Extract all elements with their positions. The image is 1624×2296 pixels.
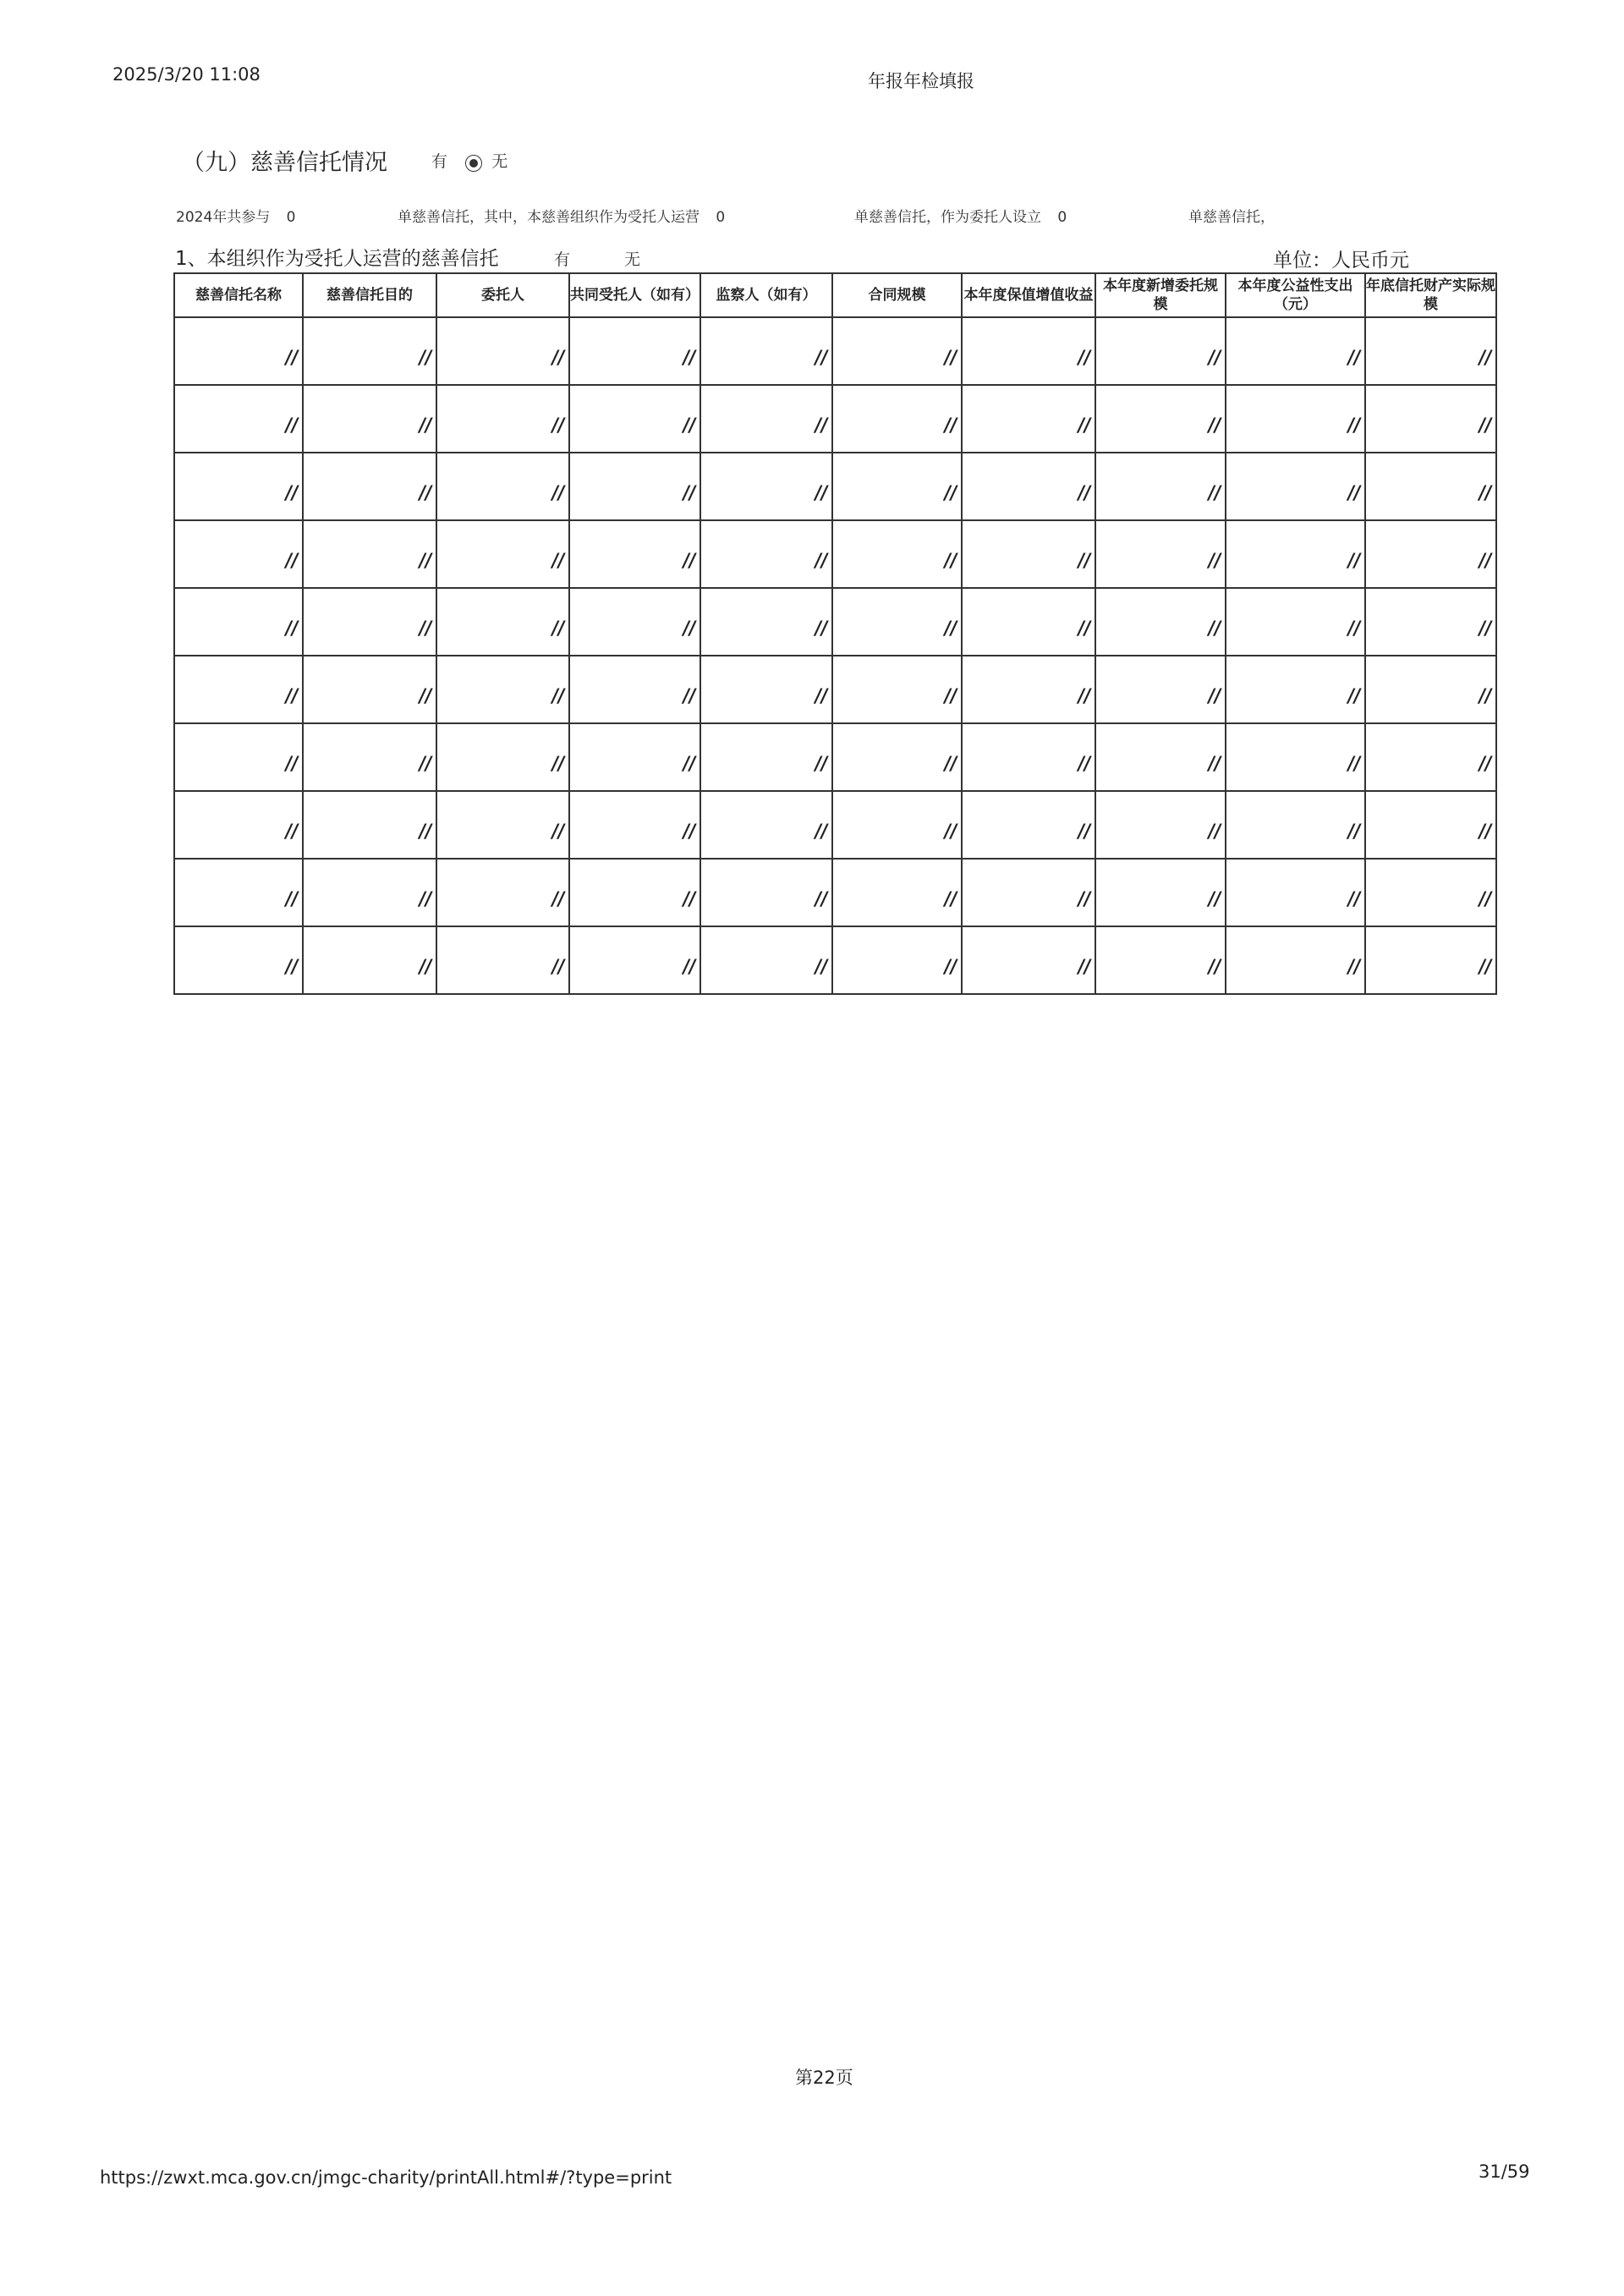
table-cell xyxy=(832,588,962,656)
empty-cell-mark: // xyxy=(283,483,295,504)
empty-cell-mark: // xyxy=(1345,618,1358,640)
table-cell xyxy=(436,926,569,994)
table-cell xyxy=(1365,656,1496,723)
empty-cell-mark: // xyxy=(1476,889,1489,910)
empty-cell-mark: // xyxy=(283,348,295,369)
table-cell xyxy=(1226,520,1365,588)
empty-cell-mark: // xyxy=(416,821,429,843)
empty-cell-mark: // xyxy=(549,551,562,572)
empty-cell-mark: // xyxy=(1205,618,1218,640)
empty-cell-mark: // xyxy=(1345,551,1358,572)
table-row xyxy=(174,791,1496,859)
empty-cell-mark: // xyxy=(941,821,954,843)
print-url: https://zwxt.mca.gov.cn/jmgc-charity/printAll.html#/?type=print xyxy=(100,2167,672,2188)
table-cell xyxy=(436,859,569,926)
print-page-counter: 31/59 xyxy=(1479,2161,1530,2182)
table-cell xyxy=(962,385,1095,453)
column-header: 年底信托财产实际规模 xyxy=(1365,273,1496,317)
table-cell xyxy=(174,656,303,723)
empty-cell-mark: // xyxy=(1476,686,1489,707)
summary-part3-label: 单慈善信托，作为委托人设立 xyxy=(854,209,1041,226)
table-cell xyxy=(1095,859,1226,926)
print-page-title: 年报年检填报 xyxy=(868,71,974,91)
empty-cell-mark: // xyxy=(1075,618,1088,640)
empty-cell-mark: // xyxy=(1075,754,1088,775)
table-cell xyxy=(1365,791,1496,859)
empty-cell-mark: // xyxy=(549,821,562,843)
empty-cell-mark: // xyxy=(1075,415,1088,437)
table-cell xyxy=(569,520,700,588)
table-cell xyxy=(1365,926,1496,994)
table-cell xyxy=(1226,791,1365,859)
empty-cell-mark: // xyxy=(1075,821,1088,843)
table-cell xyxy=(569,791,700,859)
table-cell xyxy=(1365,520,1496,588)
empty-cell-mark: // xyxy=(283,821,295,843)
table-cell xyxy=(1226,859,1365,926)
empty-cell-mark: // xyxy=(1476,618,1489,640)
column-header: 委托人 xyxy=(436,273,569,317)
table-cell xyxy=(1226,453,1365,520)
table-cell xyxy=(1365,723,1496,791)
empty-cell-mark: // xyxy=(283,686,295,707)
empty-cell-mark: // xyxy=(549,618,562,640)
summary-part2-value: 0 xyxy=(716,209,726,226)
unit-label: 单位：人民币元 xyxy=(1273,250,1409,272)
empty-cell-mark: // xyxy=(680,415,693,437)
summary-part1-value: 0 xyxy=(286,209,296,226)
table-cell xyxy=(1365,588,1496,656)
empty-cell-mark: // xyxy=(812,754,825,775)
table-cell xyxy=(569,656,700,723)
empty-cell-mark: // xyxy=(283,618,295,640)
radio-no-button[interactable] xyxy=(465,155,482,172)
table-cell xyxy=(1095,656,1226,723)
table-cell xyxy=(303,859,436,926)
table-body xyxy=(174,317,1496,994)
table-cell xyxy=(700,656,832,723)
empty-cell-mark: // xyxy=(1205,551,1218,572)
table-cell xyxy=(174,385,303,453)
empty-cell-mark: // xyxy=(812,483,825,504)
table-cell xyxy=(1095,453,1226,520)
empty-cell-mark: // xyxy=(1345,957,1358,978)
table-cell xyxy=(832,926,962,994)
table-cell xyxy=(569,453,700,520)
table-cell xyxy=(1095,520,1226,588)
table-cell xyxy=(1095,791,1226,859)
table-cell xyxy=(1365,385,1496,453)
table-cell xyxy=(1226,385,1365,453)
empty-cell-mark: // xyxy=(1205,754,1218,775)
table-cell xyxy=(1095,317,1226,385)
empty-cell-mark: // xyxy=(1075,483,1088,504)
table-cell xyxy=(303,588,436,656)
empty-cell-mark: // xyxy=(941,889,954,910)
section-radio-group xyxy=(431,149,508,172)
empty-cell-mark: // xyxy=(283,551,295,572)
subsection-yes-label[interactable]: 有 xyxy=(554,250,571,269)
table-cell xyxy=(700,791,832,859)
page-number: 第22页 xyxy=(795,2068,853,2088)
table-cell xyxy=(174,723,303,791)
radio-no-label: 无 xyxy=(491,152,508,171)
empty-cell-mark: // xyxy=(416,754,429,775)
table-row xyxy=(174,926,1496,994)
table-cell xyxy=(962,520,1095,588)
table-cell xyxy=(436,520,569,588)
empty-cell-mark: // xyxy=(1476,415,1489,437)
subsection-no-label[interactable]: 无 xyxy=(624,250,641,269)
radio-yes-label: 有 xyxy=(431,152,448,171)
column-header: 本年度新增委托规模 xyxy=(1095,273,1226,317)
table-cell xyxy=(569,588,700,656)
column-header: 合同规模 xyxy=(832,273,962,317)
table-cell xyxy=(832,453,962,520)
table-cell xyxy=(436,588,569,656)
empty-cell-mark: // xyxy=(1205,686,1218,707)
table-row xyxy=(174,453,1496,520)
empty-cell-mark: // xyxy=(549,415,562,437)
empty-cell-mark: // xyxy=(549,889,562,910)
empty-cell-mark: // xyxy=(416,957,429,978)
empty-cell-mark: // xyxy=(416,483,429,504)
empty-cell-mark: // xyxy=(812,957,825,978)
empty-cell-mark: // xyxy=(1345,348,1358,369)
table-cell xyxy=(962,588,1095,656)
empty-cell-mark: // xyxy=(1075,348,1088,369)
empty-cell-mark: // xyxy=(1345,415,1358,437)
charity-trust-table xyxy=(173,272,1497,995)
table-cell xyxy=(303,453,436,520)
table-cell xyxy=(436,453,569,520)
table-cell xyxy=(1095,926,1226,994)
empty-cell-mark: // xyxy=(812,821,825,843)
empty-cell-mark: // xyxy=(941,618,954,640)
summary-part3-value: 0 xyxy=(1057,209,1067,226)
empty-cell-mark: // xyxy=(1075,551,1088,572)
table-cell xyxy=(436,723,569,791)
table-cell xyxy=(962,656,1095,723)
empty-cell-mark: // xyxy=(812,889,825,910)
empty-cell-mark: // xyxy=(549,957,562,978)
column-header: 共同受托人（如有） xyxy=(569,273,700,317)
empty-cell-mark: // xyxy=(1345,686,1358,707)
empty-cell-mark: // xyxy=(1345,754,1358,775)
table-cell xyxy=(1226,926,1365,994)
table-cell xyxy=(569,723,700,791)
table-cell xyxy=(303,926,436,994)
summary-part2 xyxy=(398,205,725,226)
empty-cell-mark: // xyxy=(283,957,295,978)
empty-cell-mark: // xyxy=(1075,957,1088,978)
empty-cell-mark: // xyxy=(941,957,954,978)
table-cell xyxy=(174,859,303,926)
empty-cell-mark: // xyxy=(549,754,562,775)
table-cell xyxy=(1365,859,1496,926)
table-row xyxy=(174,385,1496,453)
section-title: （九）慈善信托情况 xyxy=(182,150,387,176)
empty-cell-mark: // xyxy=(1476,957,1489,978)
empty-cell-mark: // xyxy=(283,415,295,437)
empty-cell-mark: // xyxy=(680,686,693,707)
empty-cell-mark: // xyxy=(1345,483,1358,504)
table-row xyxy=(174,317,1496,385)
empty-cell-mark: // xyxy=(1205,483,1218,504)
table-cell xyxy=(1226,588,1365,656)
column-header: 慈善信托名称 xyxy=(174,273,303,317)
empty-cell-mark: // xyxy=(283,754,295,775)
empty-cell-mark: // xyxy=(1476,754,1489,775)
summary-part4: 单慈善信托， xyxy=(1188,209,1275,226)
summary-part2-label: 单慈善信托，其中，本慈善组织作为受托人运营 xyxy=(398,209,700,226)
table-cell xyxy=(700,588,832,656)
empty-cell-mark: // xyxy=(1476,821,1489,843)
empty-cell-mark: // xyxy=(416,415,429,437)
column-header: 本年度保值增值收益 xyxy=(962,273,1095,317)
table-cell xyxy=(700,723,832,791)
table-cell xyxy=(303,385,436,453)
empty-cell-mark: // xyxy=(1075,889,1088,910)
empty-cell-mark: // xyxy=(680,821,693,843)
table-cell xyxy=(174,453,303,520)
table-cell xyxy=(700,926,832,994)
empty-cell-mark: // xyxy=(680,348,693,369)
table-cell xyxy=(303,317,436,385)
table-cell xyxy=(1226,317,1365,385)
table-cell xyxy=(832,723,962,791)
table-cell xyxy=(832,791,962,859)
empty-cell-mark: // xyxy=(680,618,693,640)
table-cell xyxy=(174,926,303,994)
table-row xyxy=(174,588,1496,656)
summary-part3 xyxy=(854,205,1067,226)
empty-cell-mark: // xyxy=(416,551,429,572)
empty-cell-mark: // xyxy=(1205,957,1218,978)
column-header: 监察人（如有） xyxy=(700,273,832,317)
table-cell xyxy=(832,385,962,453)
empty-cell-mark: // xyxy=(549,686,562,707)
table-row xyxy=(174,859,1496,926)
table-cell xyxy=(1365,453,1496,520)
column-header: 慈善信托目的 xyxy=(303,273,436,317)
print-datetime: 2025/3/20 11:08 xyxy=(112,64,261,85)
empty-cell-mark: // xyxy=(416,618,429,640)
subsection-title: 1、本组织作为受托人运营的慈善信托 xyxy=(175,248,499,270)
table-cell xyxy=(303,791,436,859)
table-row xyxy=(174,520,1496,588)
table-cell xyxy=(832,656,962,723)
table-cell xyxy=(436,791,569,859)
empty-cell-mark: // xyxy=(941,483,954,504)
empty-cell-mark: // xyxy=(680,483,693,504)
empty-cell-mark: // xyxy=(812,618,825,640)
empty-cell-mark: // xyxy=(1345,889,1358,910)
table-cell xyxy=(700,385,832,453)
empty-cell-mark: // xyxy=(941,348,954,369)
table-cell xyxy=(1095,588,1226,656)
empty-cell-mark: // xyxy=(416,889,429,910)
empty-cell-mark: // xyxy=(812,551,825,572)
table-cell xyxy=(962,723,1095,791)
empty-cell-mark: // xyxy=(1205,821,1218,843)
table-cell xyxy=(174,588,303,656)
table-cell xyxy=(962,859,1095,926)
empty-cell-mark: // xyxy=(680,551,693,572)
table-cell xyxy=(1226,723,1365,791)
empty-cell-mark: // xyxy=(1205,348,1218,369)
empty-cell-mark: // xyxy=(549,483,562,504)
table-header-row xyxy=(174,273,1496,317)
empty-cell-mark: // xyxy=(680,957,693,978)
empty-cell-mark: // xyxy=(549,348,562,369)
table-cell xyxy=(1095,385,1226,453)
empty-cell-mark: // xyxy=(680,754,693,775)
summary-part1-label: 2024年共参与 xyxy=(176,209,271,226)
empty-cell-mark: // xyxy=(941,686,954,707)
empty-cell-mark: // xyxy=(941,551,954,572)
empty-cell-mark: // xyxy=(812,348,825,369)
table-cell xyxy=(303,656,436,723)
empty-cell-mark: // xyxy=(941,415,954,437)
table-cell xyxy=(174,791,303,859)
table-cell xyxy=(174,317,303,385)
table-cell xyxy=(436,385,569,453)
column-header: 本年度公益性支出（元） xyxy=(1226,273,1365,317)
table-cell xyxy=(303,723,436,791)
summary-part1 xyxy=(176,205,296,226)
table-cell xyxy=(962,453,1095,520)
table-cell xyxy=(303,520,436,588)
table-cell xyxy=(569,859,700,926)
table-cell xyxy=(1095,723,1226,791)
empty-cell-mark: // xyxy=(1205,889,1218,910)
empty-cell-mark: // xyxy=(1205,415,1218,437)
empty-cell-mark: // xyxy=(812,686,825,707)
empty-cell-mark: // xyxy=(416,686,429,707)
empty-cell-mark: // xyxy=(680,889,693,910)
table-cell xyxy=(569,317,700,385)
empty-cell-mark: // xyxy=(1075,686,1088,707)
table-cell xyxy=(962,791,1095,859)
table-cell xyxy=(174,520,303,588)
table-cell xyxy=(1226,656,1365,723)
table-cell xyxy=(700,859,832,926)
table-cell xyxy=(700,453,832,520)
empty-cell-mark: // xyxy=(1476,348,1489,369)
table-row xyxy=(174,656,1496,723)
table-cell xyxy=(436,317,569,385)
empty-cell-mark: // xyxy=(941,754,954,775)
table-cell xyxy=(700,317,832,385)
table-cell xyxy=(436,656,569,723)
empty-cell-mark: // xyxy=(416,348,429,369)
table-cell xyxy=(962,317,1095,385)
table-cell xyxy=(962,926,1095,994)
table-cell xyxy=(569,385,700,453)
table-cell xyxy=(1365,317,1496,385)
empty-cell-mark: // xyxy=(1345,821,1358,843)
table-cell xyxy=(832,520,962,588)
table-cell xyxy=(569,926,700,994)
empty-cell-mark: // xyxy=(1476,551,1489,572)
empty-cell-mark: // xyxy=(1476,483,1489,504)
table-cell xyxy=(832,317,962,385)
empty-cell-mark: // xyxy=(812,415,825,437)
empty-cell-mark: // xyxy=(283,889,295,910)
table-row xyxy=(174,723,1496,791)
table-cell xyxy=(700,520,832,588)
table-cell xyxy=(832,859,962,926)
